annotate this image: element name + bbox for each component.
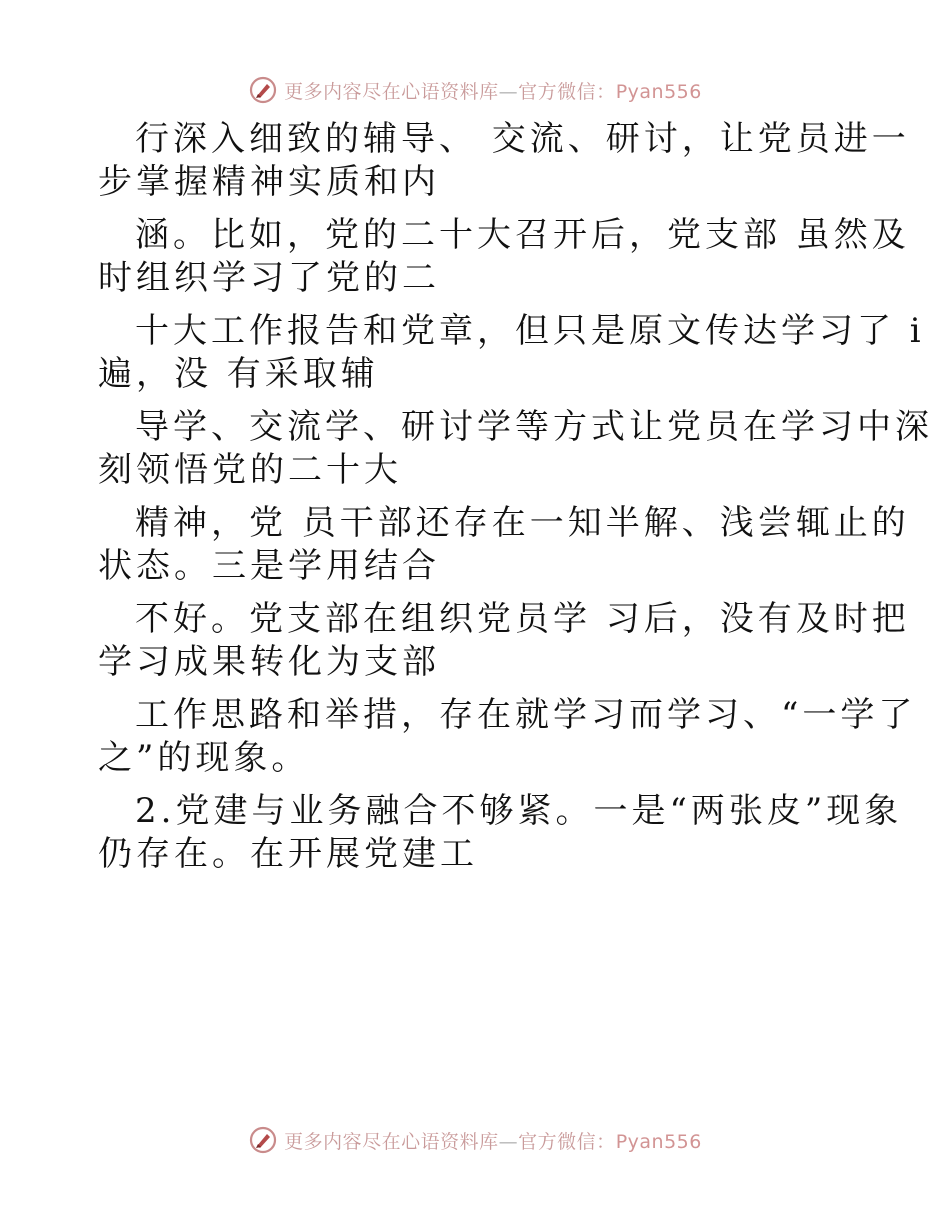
paragraph-line: 时组织学习了党的二 (98, 258, 440, 298)
paragraph-line: 状态。三是学用结合 (98, 546, 440, 586)
paragraph (98, 598, 910, 684)
paragraph (98, 118, 910, 204)
footer-watermark (0, 1120, 950, 1160)
paragraph-line: 学习成果转化为支部 (98, 642, 440, 682)
watermark-wechat-label: 官方微信： (518, 80, 616, 103)
paragraph-line: 之”的现象。 (98, 738, 310, 778)
watermark-group (248, 75, 702, 105)
paragraph-line: 导学、交流学、研讨学等方式让党员在学习中深 (135, 407, 933, 447)
paragraph (98, 214, 910, 300)
paragraph-line: 不好。党支部在组织党员学 习后，没有及时把 (135, 599, 910, 639)
watermark-separator: — (498, 1130, 519, 1153)
paragraph-line: 仍存在。在开展党建工 (98, 834, 478, 874)
paragraph (98, 406, 933, 492)
watermark-group (248, 1125, 702, 1155)
watermark-wechat-handle: Pyan556 (615, 1130, 702, 1153)
document-body (98, 118, 933, 876)
paragraph-line: 工作思路和举措，存在就学习而学习、“一学了 (135, 695, 917, 735)
watermark-brand: 更多内容尽在心语资料库 (284, 80, 499, 103)
paragraph-line: 2.党建与业务融合不够紧。一是“两张皮”现象 (135, 791, 903, 831)
watermark-wechat-handle: Pyan556 (615, 80, 702, 103)
watermark-text (284, 77, 702, 104)
paragraph-line: 步掌握精神实质和内 (98, 162, 440, 202)
header-watermark (0, 70, 950, 110)
pen-nib-logo-icon (248, 1125, 278, 1155)
pen-nib-logo-icon (248, 75, 278, 105)
watermark-separator: — (498, 80, 519, 103)
paragraph (98, 694, 917, 780)
paragraph (98, 310, 925, 396)
paragraph-line: 十大工作报告和党章，但只是原文传达学习了 i (135, 311, 925, 351)
paragraph (98, 790, 903, 876)
watermark-brand: 更多内容尽在心语资料库 (284, 1130, 499, 1153)
paragraph (98, 502, 910, 588)
paragraph-line: 涵。比如，党的二十大召开后，党支部 虽然及 (135, 215, 910, 255)
paragraph-line: 刻领悟党的二十大 (98, 450, 402, 490)
watermark-text (284, 1127, 702, 1154)
watermark-wechat-label: 官方微信： (518, 1130, 616, 1153)
paragraph-line: 遍，没 有采取辅 (98, 354, 379, 394)
paragraph-line: 精神，党 员干部还存在一知半解、浅尝辄止的 (135, 503, 910, 543)
paragraph-line: 行深入细致的辅导、 交流、研讨，让党员进一 (135, 119, 910, 159)
